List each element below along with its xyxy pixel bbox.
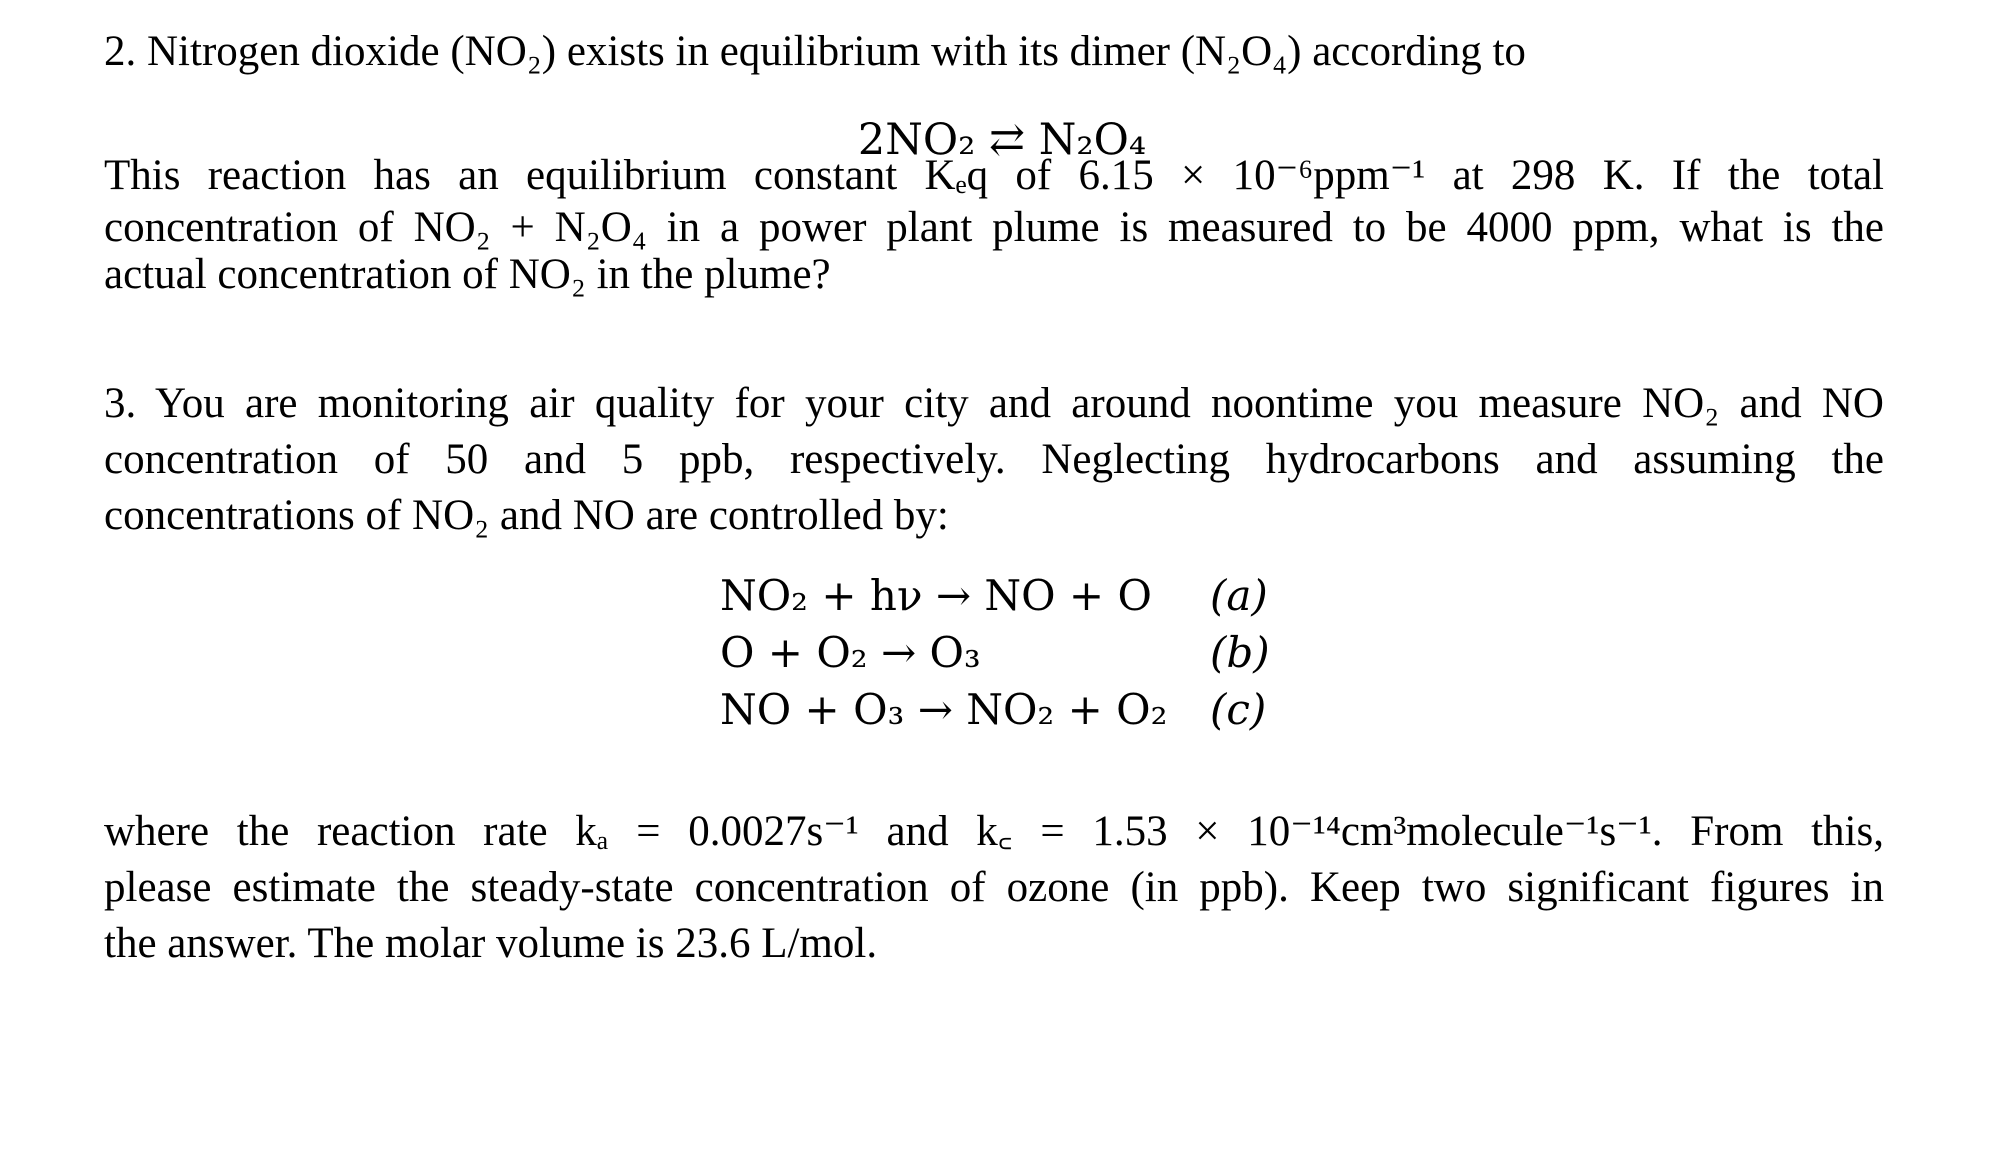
- reaction-c-equation: NO + O₃ → NO₂ + O₂: [720, 685, 1168, 734]
- problem-3-text-line-1: concentration of 50 and 5 ppb, respectively. Neglecting hydrocarbons and assuming the: [104, 436, 1884, 483]
- reaction-b-label: (b): [1210, 628, 1270, 677]
- reaction-a-equation: NO₂ + hν → NO + O: [720, 571, 1152, 620]
- problem-3-intro: 3. You are monitoring air quality for your city and around noontime you measure NO₂ and NO: [104, 380, 1884, 427]
- reaction-b-equation: O + O₂ → O₃: [720, 628, 981, 677]
- problem-3-text-line-2: concentrations of NO₂ and NO are controlled by:: [104, 492, 949, 539]
- problem-2-text-line-3: actual concentration of NO₂ in the plume?: [104, 251, 831, 298]
- problem-3-text-line-5: the answer. The molar volume is 23.6 L/mol.: [104, 920, 878, 967]
- problem-2-text-line-1: This reaction has an equilibrium constant Kₑq of 6.15 × 10⁻⁶ppm⁻¹ at 298 K. If the total: [104, 152, 1884, 199]
- reaction-a-label: (a): [1210, 571, 1268, 620]
- problem-3-text-line-4: please estimate the steady-state concentration of ozone (in ppb). Keep two significant figures in: [104, 864, 1884, 911]
- problem-2-equation: 2NO₂ ⇄ N₂O₄: [857, 115, 1147, 165]
- reaction-c-label: (c): [1210, 685, 1267, 734]
- problem-3-text-line-3: where the reaction rate kₐ = 0.0027s⁻¹ and k꜀ = 1.53 × 10⁻¹⁴cm³molecule⁻¹s⁻¹. From this,: [104, 808, 1884, 855]
- problem-2-intro: 2. Nitrogen dioxide (NO₂) exists in equilibrium with its dimer (N₂O₄) according to: [104, 28, 1526, 75]
- problem-2-text-line-2: concentration of NO₂ + N₂O₄ in a power plant plume is measured to be 4000 ppm, what is the: [104, 204, 1884, 251]
